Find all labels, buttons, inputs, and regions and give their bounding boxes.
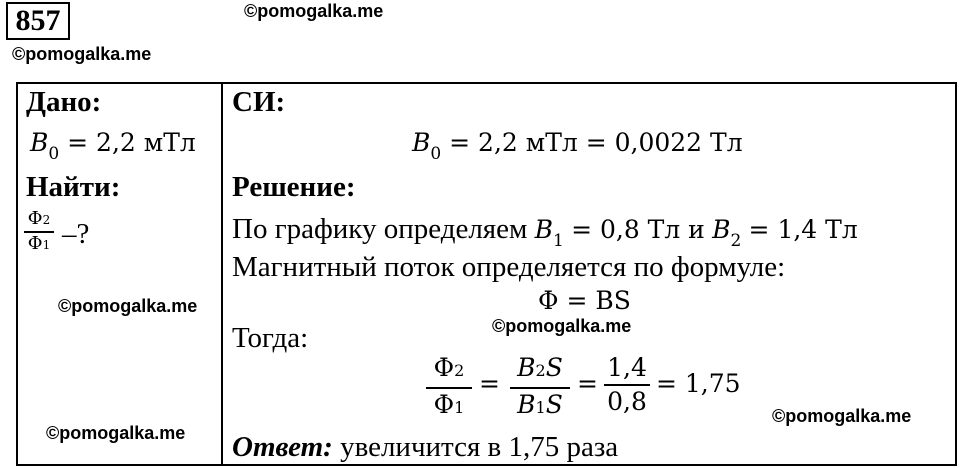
find-suffix: –? [62, 218, 90, 250]
problem-number: 857 [6, 2, 70, 40]
phi-den-symbol: Φ [433, 390, 455, 419]
watermark: ©pomogalka.me [492, 316, 632, 336]
b1-sub: 1 [553, 231, 564, 251]
watermark: ©pomogalka.me [772, 406, 912, 426]
column-divider [221, 82, 223, 466]
si-b0-symbol: B [412, 128, 431, 157]
b2-value: = 1,4 Тл [748, 215, 858, 244]
ratio-fraction-num [604, 352, 650, 418]
answer-label: Ответ: [232, 431, 333, 463]
b1-value: = 0,8 Тл и [571, 215, 705, 244]
watermark: ©pomogalka.me [244, 1, 384, 21]
line1-text: По графику определяем [232, 213, 528, 245]
phi-num-symbol: Φ [433, 353, 455, 382]
answer-line [232, 431, 618, 463]
find-den [24, 233, 54, 256]
b1s-area: S [545, 390, 563, 419]
given-heading: Дано: [26, 86, 102, 118]
answer-text: увеличится в 1,75 раза [340, 431, 619, 463]
b2s-symbol: B [517, 353, 536, 382]
flux-formula: Φ = BS [538, 286, 631, 315]
find-fraction [24, 208, 54, 256]
b2-sub: 2 [730, 231, 742, 251]
ratio-phi-num [426, 352, 472, 387]
b1s-symbol: B [517, 390, 536, 419]
solution-heading: Решение: [232, 171, 356, 203]
ratio-phi-den [426, 389, 472, 424]
solution-line1 [232, 213, 858, 249]
si-value: = 2,2 мТл = 0,0022 Тл [449, 128, 743, 157]
ratio-den: 0,8 [607, 387, 647, 416]
find-heading: Найти: [26, 171, 121, 203]
ratio-bs-num [510, 352, 570, 387]
b2s-area: S [545, 353, 563, 382]
solution-line2: Магнитный поток определяется по формуле: [232, 251, 786, 283]
given-b0 [30, 127, 196, 162]
ratio-result: = 1,75 [656, 369, 741, 398]
b1-symbol: B [534, 215, 553, 244]
b2-symbol: B [712, 215, 731, 244]
equals-sign: = [577, 369, 598, 398]
si-b0-sub: 0 [430, 144, 442, 164]
find-num-sub: 2 [42, 213, 51, 227]
given-b0-symbol: B [30, 128, 49, 157]
phi-den-sub: 1 [454, 398, 465, 417]
phi-num-sub: 2 [454, 361, 465, 380]
si-heading: СИ: [232, 86, 286, 118]
ratio-num: 1,4 [607, 353, 647, 382]
watermark: ©pomogalka.me [46, 423, 186, 443]
si-conversion [412, 127, 743, 162]
then-label: Тогда: [232, 322, 309, 354]
b2s-sub: 2 [535, 361, 546, 380]
find-den-symbol: Φ [27, 233, 43, 254]
ratio-fraction-phi [426, 352, 472, 424]
watermark: ©pomogalka.me [58, 296, 198, 316]
given-b0-value: = 2,2 мТл [67, 128, 196, 157]
watermark: ©pomogalka.me [12, 44, 152, 64]
ratio-bs-den [510, 389, 570, 424]
equals-sign: = [479, 369, 500, 398]
find-num [24, 208, 54, 231]
given-b0-sub: 0 [48, 144, 60, 164]
find-num-symbol: Φ [27, 208, 43, 229]
find-den-sub: 1 [42, 238, 51, 252]
b1s-sub: 1 [535, 398, 546, 417]
ratio-fraction-bs [510, 352, 570, 424]
